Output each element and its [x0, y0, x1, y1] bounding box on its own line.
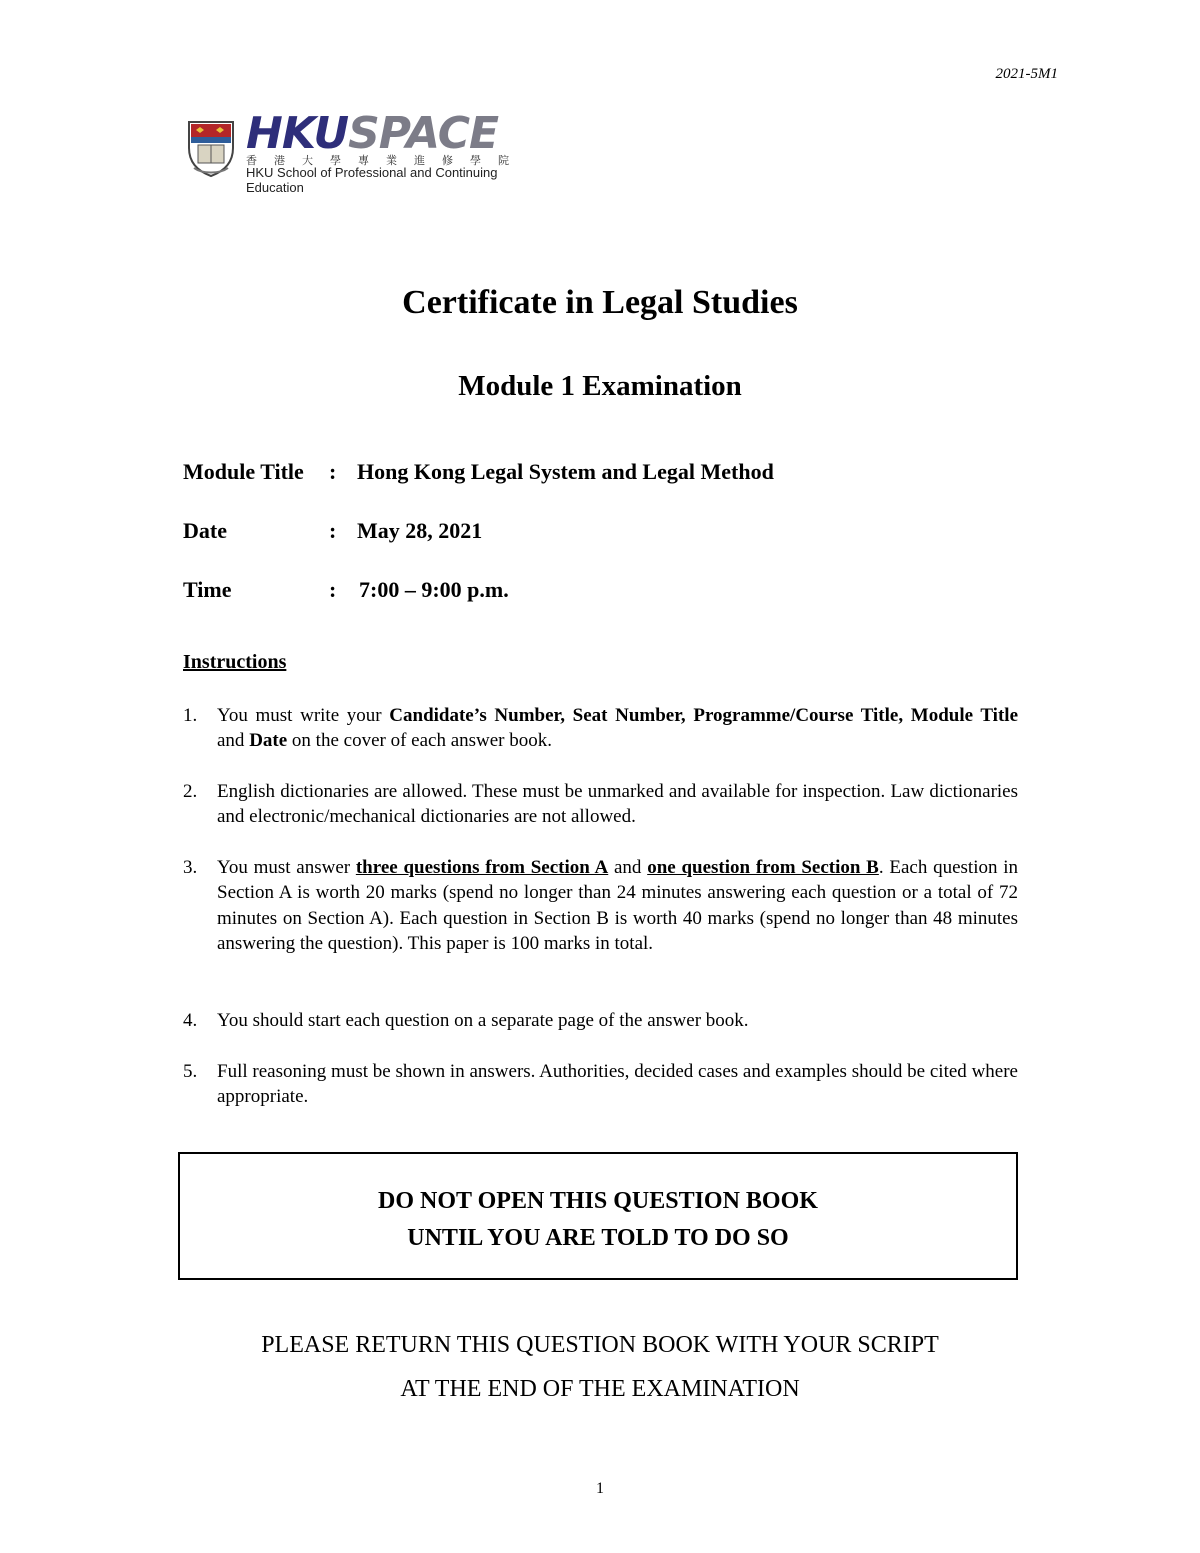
instructions-heading: Instructions — [183, 651, 287, 673]
return-notice-line-2: AT THE END OF THE EXAMINATION — [400, 1376, 800, 1402]
instruction-item: 4. You should start each question on a separate page of the answer book. — [183, 1010, 749, 1031]
notice-box — [178, 1152, 1018, 1280]
notice-line-2: UNTIL YOU ARE TOLD TO DO SO — [407, 1225, 789, 1251]
instruction-item: 3. You must answer three questions from Section A and one question from Section B. Each question in Section A is worth 20 marks (spend no longer than 24 minutes answering each question or a total of 72 minutes on Section A). Each question in Section B is worth 40 marks (spend no longer than 48 minutes answering the question). This paper is 100 marks in total. — [183, 857, 1018, 954]
document-subtitle: Module 1 Examination — [458, 370, 742, 402]
logo-english-name: HKU School of Professional and Continuing Education — [246, 165, 498, 195]
instruction-item: 5. Full reasoning must be shown in answers. Authorities, decided cases and examples should be cited where appropriate. — [183, 1061, 1018, 1108]
document-code: 2021-5M1 — [995, 66, 1058, 82]
instruction-item: 1. You must write your Candidate’s Number, Seat Number, Programme/Course Title, Module Title and Date on the cover of each answer book. — [183, 705, 1018, 752]
notice-line-1: DO NOT OPEN THIS QUESTION BOOK — [378, 1188, 818, 1214]
university-crest-icon — [186, 118, 236, 178]
hkuspace-logo — [186, 108, 546, 195]
logo-wordmark: HKUSPACE — [246, 108, 499, 159]
instruction-item: 2. English dictionaries are allowed. These must be unmarked and available for inspection. Law dictionaries and electronic/mechanical dictionaries are not allowed. — [183, 781, 1018, 828]
logo-chinese-name: 香港大學專業進修學院 — [246, 154, 526, 167]
page-number: 1 — [596, 1480, 604, 1497]
document-title: Certificate in Legal Studies — [402, 284, 798, 321]
return-notice-line-1: PLEASE RETURN THIS QUESTION BOOK WITH YOUR SCRIPT — [261, 1332, 939, 1358]
